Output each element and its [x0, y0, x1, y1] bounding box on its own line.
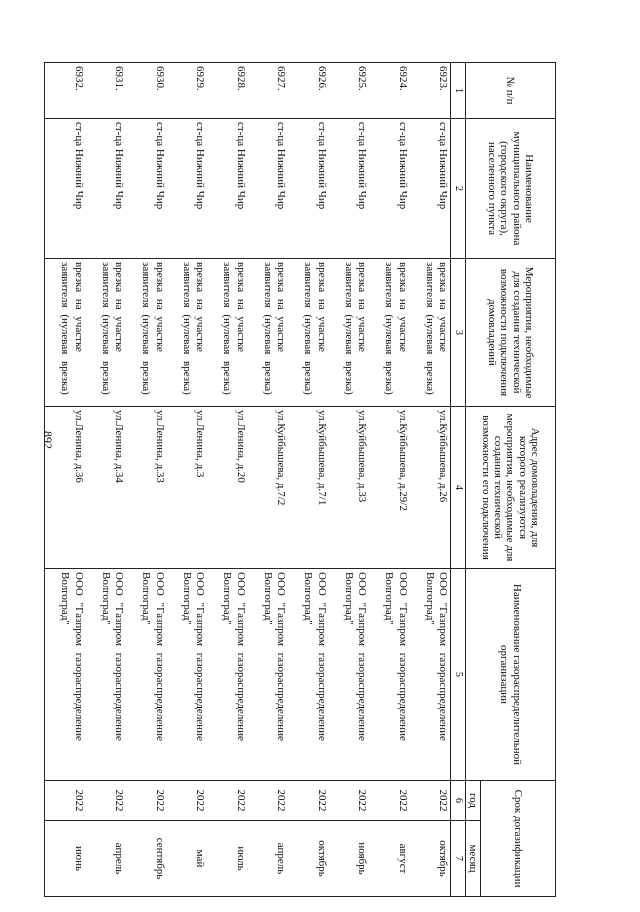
cell-measure: врезка на участке заявителя (нулевая врезка) — [86, 259, 127, 407]
cell-year: 2022 — [288, 781, 329, 821]
cell-month: октябрь — [410, 821, 451, 897]
col-number: 3 — [451, 259, 465, 407]
cell-organization: ООО "Газпром газораспределение Волгоград" — [86, 569, 127, 781]
cell-address: ул.Ленина, д.34 — [86, 407, 127, 569]
cell-month: июнь — [45, 821, 86, 897]
cell-address: ул.Куйбышева, д.33 — [329, 407, 370, 569]
table-row — [288, 63, 329, 897]
gasification-table — [44, 62, 556, 897]
header-district: Наименование муниципального района (городского округа), населенного пункта — [465, 119, 555, 259]
col-number: 1 — [451, 63, 465, 119]
table-row — [86, 63, 127, 897]
cell-settlement: ст-ца Нижний Чир — [410, 119, 451, 259]
cell-number: 6927. — [248, 63, 289, 119]
col-number: 4 — [451, 407, 465, 569]
header-number: № п/п — [465, 63, 555, 119]
cell-number: 6923. — [410, 63, 451, 119]
header-month: месяц — [465, 821, 480, 897]
cell-number: 6926. — [288, 63, 329, 119]
cell-settlement: ст-ца Нижний Чир — [248, 119, 289, 259]
table-row — [167, 63, 208, 897]
cell-month: апрель — [248, 821, 289, 897]
cell-organization: ООО "Газпром газораспределение Волгоград" — [288, 569, 329, 781]
cell-year: 2022 — [369, 781, 410, 821]
cell-settlement: ст-ца Нижний Чир — [329, 119, 370, 259]
cell-month: август — [369, 821, 410, 897]
cell-measure: врезка на участке заявителя (нулевая врезка) — [329, 259, 370, 407]
cell-year: 2022 — [248, 781, 289, 821]
cell-number: 6932. — [45, 63, 86, 119]
header-address: Адрес домовладения, для которого реализуются мероприятия, необходимые для создания технической возможности его подключения — [465, 407, 555, 569]
table-body — [45, 63, 452, 897]
cell-settlement: ст-ца Нижний Чир — [288, 119, 329, 259]
cell-organization: ООО "Газпром газораспределение Волгоград" — [126, 569, 167, 781]
cell-number: 6925. — [329, 63, 370, 119]
cell-year: 2022 — [207, 781, 248, 821]
table-row — [45, 63, 86, 897]
cell-number: 6930. — [126, 63, 167, 119]
table-row — [329, 63, 370, 897]
header-year: год — [465, 781, 480, 821]
cell-organization: ООО "Газпром газораспределение Волгоград" — [410, 569, 451, 781]
cell-year: 2022 — [410, 781, 451, 821]
page-number: 892 — [41, 431, 55, 449]
cell-measure: врезка на участке заявителя (нулевая врезка) — [167, 259, 208, 407]
cell-address: ул.Ленина, д.20 — [207, 407, 248, 569]
table-row — [369, 63, 410, 897]
cell-address: ул.Ленина, д.33 — [126, 407, 167, 569]
cell-measure: врезка на участке заявителя (нулевая врезка) — [126, 259, 167, 407]
cell-number: 6931. — [86, 63, 127, 119]
cell-year: 2022 — [86, 781, 127, 821]
col-number: 2 — [451, 119, 465, 259]
table-row — [126, 63, 167, 897]
cell-measure: врезка на участке заявителя (нулевая врезка) — [207, 259, 248, 407]
cell-month: октябрь — [288, 821, 329, 897]
cell-address: ул.Ленина, д.3 — [167, 407, 208, 569]
cell-settlement: ст-ца Нижний Чир — [45, 119, 86, 259]
header-organization: Наименование газораспределительной организации — [465, 569, 555, 781]
cell-organization: ООО "Газпром газораспределение Волгоград" — [45, 569, 86, 781]
header-deadline: Срок догазификации — [481, 781, 556, 897]
cell-measure: врезка на участке заявителя (нулевая врезка) — [410, 259, 451, 407]
cell-month: сентябрь — [126, 821, 167, 897]
cell-measure: врезка на участке заявителя (нулевая врезка) — [45, 259, 86, 407]
cell-year: 2022 — [45, 781, 86, 821]
cell-address: ул.Ленина, д.36 — [45, 407, 86, 569]
cell-month: апрель — [86, 821, 127, 897]
cell-settlement: ст-ца Нижний Чир — [369, 119, 410, 259]
cell-organization: ООО "Газпром газораспределение Волгоград" — [369, 569, 410, 781]
cell-settlement: ст-ца Нижний Чир — [207, 119, 248, 259]
cell-month: ноябрь — [329, 821, 370, 897]
table-row — [207, 63, 248, 897]
cell-year: 2022 — [126, 781, 167, 821]
cell-year: 2022 — [329, 781, 370, 821]
cell-organization: ООО "Газпром газораспределение Волгоград" — [329, 569, 370, 781]
col-number: 7 — [451, 821, 465, 897]
cell-organization: ООО "Газпром газораспределение Волгоград" — [207, 569, 248, 781]
header-measures: Мероприятия, необходимые для создания технической возможности подключения домовладений — [465, 259, 555, 407]
col-number: 6 — [451, 781, 465, 821]
cell-year: 2022 — [167, 781, 208, 821]
col-number: 5 — [451, 569, 465, 781]
cell-settlement: ст-ца Нижний Чир — [167, 119, 208, 259]
cell-month: июль — [207, 821, 248, 897]
table-row — [248, 63, 289, 897]
cell-organization: ООО "Газпром газораспределение Волгоград" — [167, 569, 208, 781]
cell-number: 6929. — [167, 63, 208, 119]
cell-address: ул.Куйбышева, д.7/2 — [248, 407, 289, 569]
cell-month: май — [167, 821, 208, 897]
cell-measure: врезка на участке заявителя (нулевая врезка) — [369, 259, 410, 407]
cell-measure: врезка на участке заявителя (нулевая врезка) — [288, 259, 329, 407]
cell-measure: врезка на участке заявителя (нулевая врезка) — [248, 259, 289, 407]
cell-organization: ООО "Газпром газораспределение Волгоград" — [248, 569, 289, 781]
cell-settlement: ст-ца Нижний Чир — [86, 119, 127, 259]
cell-settlement: ст-ца Нижний Чир — [126, 119, 167, 259]
cell-address: ул.Куйбышева, д.26 — [410, 407, 451, 569]
cell-number: 6928. — [207, 63, 248, 119]
table-row — [410, 63, 451, 897]
cell-address: ул.Куйбышева, д.7/1 — [288, 407, 329, 569]
cell-address: ул.Куйбышева, д.29/2 — [369, 407, 410, 569]
column-number-row — [451, 63, 465, 897]
cell-number: 6924. — [369, 63, 410, 119]
